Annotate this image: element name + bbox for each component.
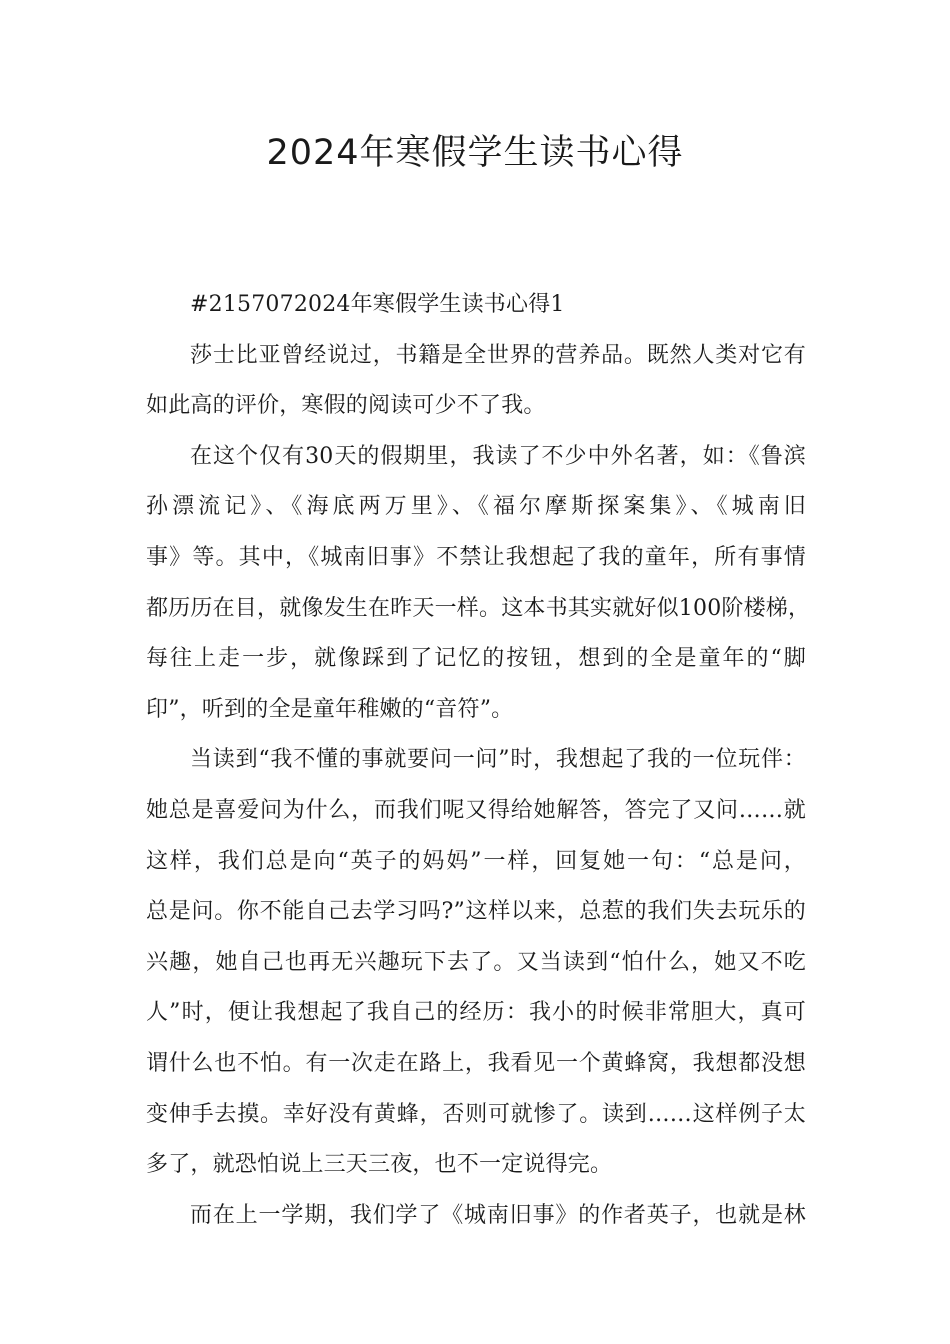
- text-line: 印”，听到的全是童年稚嫩的“音符”。: [146, 696, 514, 722]
- text-line: 如此高的评价，寒假的阅读可少不了我。: [146, 393, 546, 419]
- text-line: 人”时，便让我想起了我自己的经历：我小的时候非常胆大，真可: [146, 1000, 806, 1026]
- text-line: 莎士比亚曾经说过，书籍是全世界的营养品。既然人类对它有: [190, 342, 806, 368]
- text-line: 兴趣，她自己也再无兴趣玩下去了。又当读到“怕什么，她又不吃: [146, 949, 806, 975]
- text-line: 这样，我们总是向“英子的妈妈”一样，回复她一句：“总是问，: [146, 848, 806, 874]
- text-line: 她总是喜爱问为什么，而我们呢又得给她解答，答完了又问……就: [146, 797, 806, 823]
- text-line: 事》等。其中，《城南旧事》不禁让我想起了我的童年，所有事情: [146, 544, 806, 570]
- text-line: 当读到“我不懂的事就要问一问”时，我想起了我的一位玩伴：: [190, 747, 806, 773]
- text-line: 谓什么也不怕。有一次走在路上，我看见一个黄蜂窝，我想都没想: [146, 1050, 806, 1076]
- document-body: [146, 280, 811, 1241]
- text-line: 多了，就恐怕说上三天三夜，也不一定说得完。: [146, 1152, 613, 1178]
- text-line: #2157072024年寒假学生读书心得1: [190, 292, 565, 317]
- text-line: 总是问。你不能自己去学习吗?”这样以来，总惹的我们失去玩乐的: [146, 899, 806, 925]
- text-line: 每往上走一步，就像踩到了记忆的按钮，想到的全是童年的“脚: [146, 646, 806, 672]
- text-line: 而在上一学期，我们学了《城南旧事》的作者英子，也就是林: [190, 1202, 806, 1228]
- document-title: 2024年寒假学生读书心得: [266, 133, 684, 173]
- text-line: 变伸手去摸。幸好没有黄蜂，否则可就惨了。读到……这样例子太: [146, 1101, 806, 1127]
- text-line: 孙漂流记》、《海底两万里》、《福尔摩斯探案集》、《城南旧: [146, 494, 806, 520]
- text-line: 在这个仅有30天的假期里，我读了不少中外名著，如：《鲁滨: [190, 443, 806, 469]
- text-line: 都历历在目，就像发生在昨天一样。这本书其实就好似100阶楼梯，: [146, 595, 811, 621]
